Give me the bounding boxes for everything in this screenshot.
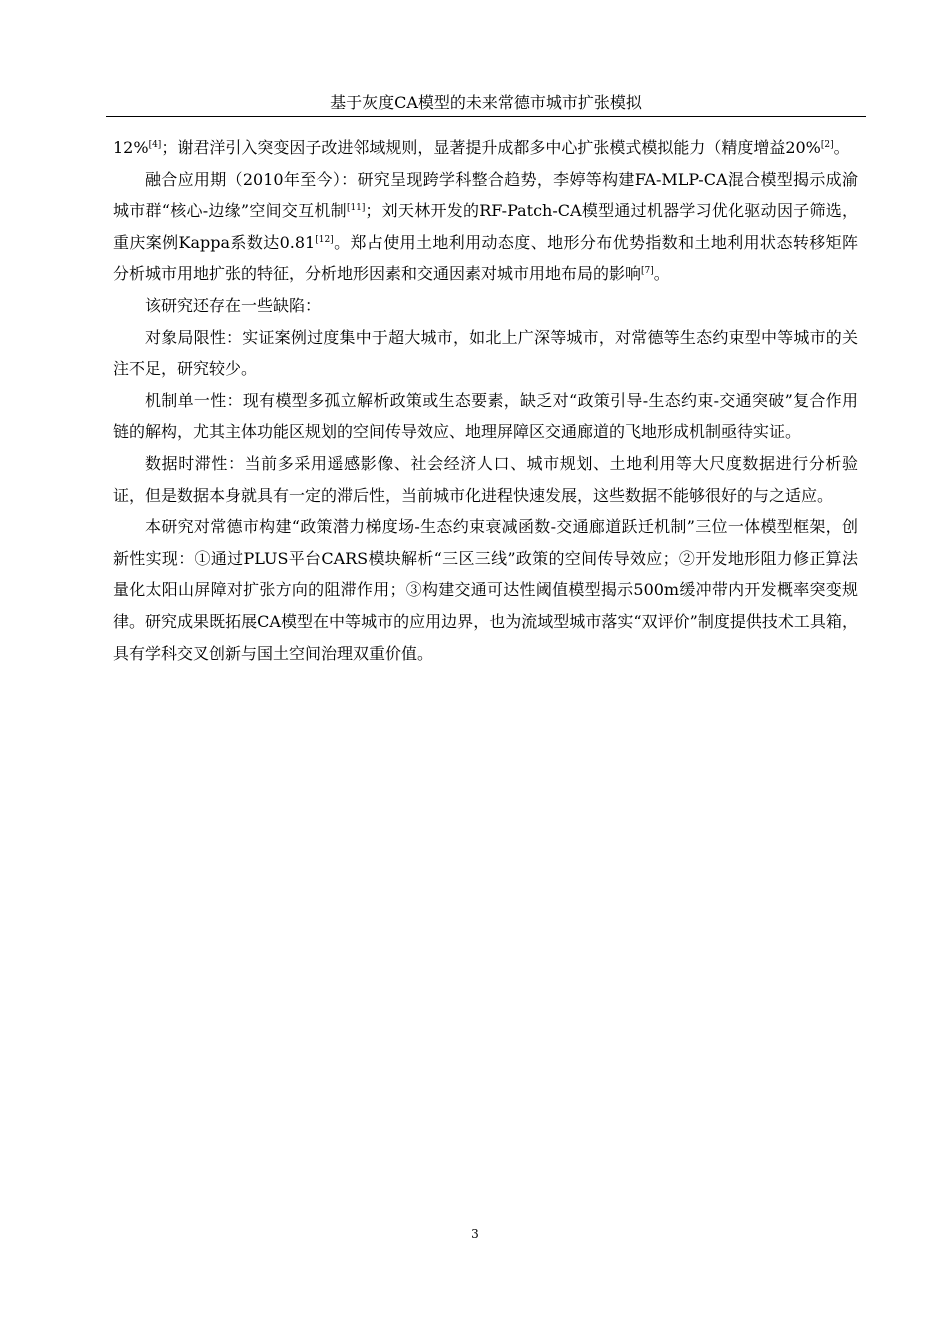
paragraph <box>113 164 858 290</box>
text-run: 。 <box>833 138 850 157</box>
text-run: 数据时滞性：当前多采用遥感影像、社会经济人口、城市规划、土地利用等大尺度数据进行分析验证，但是数据本身就具有一定的滞后性，当前城市化进程快速发展，这些数据不能够很好的与之适应。 <box>113 453 858 505</box>
text-run: ；刘天林开发的RF-Patch-CA模型通过机器学习优化驱动因子筛选，重庆案例Kappa系数达0.81 <box>113 201 858 252</box>
text-run: 该研究还存在一些缺陷： <box>145 295 322 315</box>
header-rule <box>106 116 866 117</box>
citation-marker: [2] <box>820 140 834 150</box>
citation-marker: [12] <box>315 234 334 245</box>
paragraph <box>113 385 858 448</box>
text-run: 对象局限性：实证案例过度集中于超大城市，如北上广深等城市，对常德等生态约束型中等城市的关注不足，研究较少。 <box>113 327 858 379</box>
page-number: 3 <box>471 1227 479 1241</box>
citation-marker: [4] <box>148 140 162 150</box>
text-run: 12% <box>113 138 149 157</box>
paragraph <box>113 448 858 511</box>
paragraph <box>113 132 858 164</box>
body-text <box>113 132 858 669</box>
text-run: 融合应用期（2010年至今）：研究呈现跨学科整合趋势，李婷等构建FA-MLP-CA混合模型揭示成渝城市群“核心-边缘”空间交互机制 <box>113 169 858 221</box>
citation-marker: [7] <box>641 266 654 277</box>
text-run: 。 <box>653 264 670 284</box>
paragraph <box>113 290 858 322</box>
paragraph <box>113 511 858 669</box>
text-run: 。郑占使用土地利用动态度、地形分布优势指数和土地利用状态转移矩阵分析城市用地扩张的特征，分析地形因素和交通因素对城市用地布局的影响 <box>113 232 858 284</box>
text-run: 本研究对常德市构建“政策潜力梯度场-生态约束衰减函数-交通廊道跃迁机制”三位一体模型框架，创新性实现：①通过PLUS平台CARS模块解析“三区三线”政策的空间传导效应；②开发地形阻力修正算法量化太阳山屏障对扩张方向的阻滞作用；③构建交通可达性阈值模型揭示500m缓冲带内开发概率突变规律。研究成果既拓展CA模型在中等城市的应用边界，也为流域型城市落实“双评价”制度提供技术工具箱，具有学科交叉创新与国土空间治理双重价值。 <box>113 517 858 663</box>
running-header: 基于灰度CA模型的未来常德市城市扩张模拟 <box>330 93 642 112</box>
paragraph <box>113 322 858 385</box>
text-run: 机制单一性：现有模型多孤立解析政策或生态要素，缺乏对“政策引导-生态约束-交通突破”复合作用链的解构，尤其主体功能区规划的空间传导效应、地理屏障区交通廊道的飞地形成机制亟待实证。 <box>113 390 858 442</box>
text-run: ；谢君洋引入突变因子改进邻域规则，显著提升成都多中心扩张模式模拟能力（精度增益20% <box>161 138 821 157</box>
citation-marker: [11] <box>346 203 366 214</box>
